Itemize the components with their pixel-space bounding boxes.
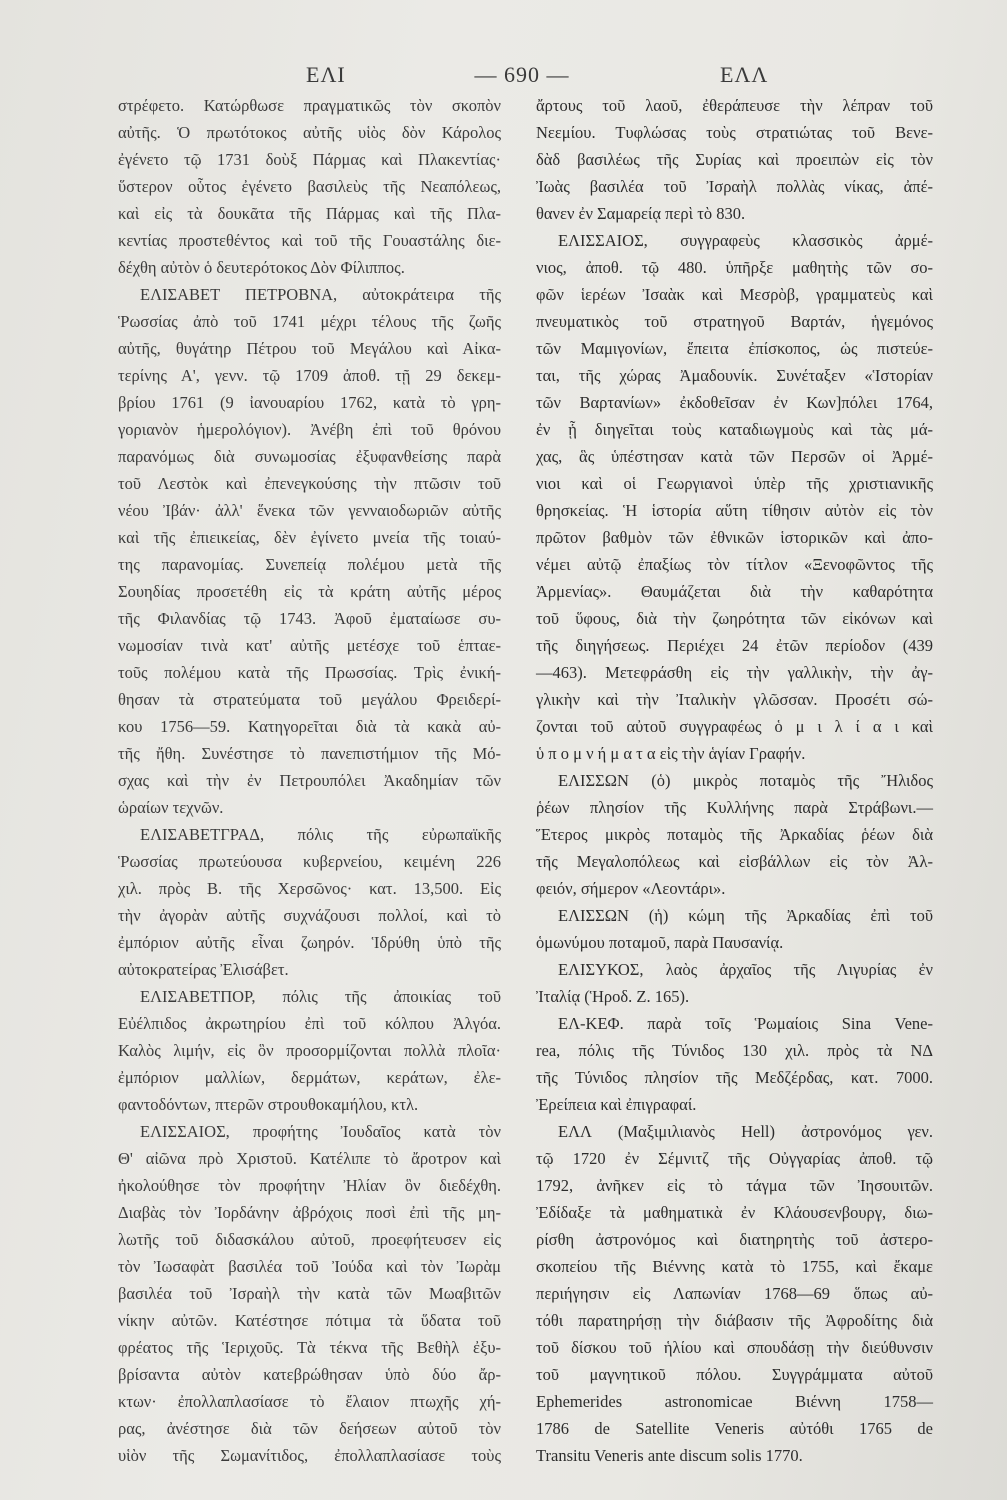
text-line: ὁμωνύμου ποταμοῦ, παρὰ Παυσανίᾳ. xyxy=(536,933,784,952)
continued-entry-text xyxy=(118,92,501,281)
entry-headline: ΕΛΙΣΑΒΕΤΓΡΑΔ, πόλις τῆς εὐρωπαϊκῆς xyxy=(140,825,501,844)
entry-headline: ΕΛ-ΚΕΦ. παρὰ τοῖς Ῥωμαίοις Sina Vene- xyxy=(558,1014,933,1033)
text-line: τοῦ Λεστὸκ καὶ ἐπενεγκούσης τὴν πτῶσιν τοῦ xyxy=(118,474,501,493)
text-line: νωμοσίαν τινὰ κατ' αὐτῆς μετέσχε τοῦ ἑπταε- xyxy=(118,636,501,655)
text-line: τὴν ἀγορὰν αὐτῆς συχνάζουσι πολλοί, καὶ τὸ xyxy=(118,906,501,925)
text-line: νίκην αὐτῶν. Κατέστησε πότιμα τὰ ὕδατα τοῦ xyxy=(118,1311,501,1330)
text-line: γοριανὸν ἡμερολόγιον). Ἀνέβη ἐπὶ τοῦ θρόνου xyxy=(118,420,501,439)
column-right xyxy=(536,92,933,1469)
text-line: ρίσθη ἀστρονόμος καὶ διατηρητὴς τοῦ ἀστερο- xyxy=(536,1230,933,1249)
text-line: Διαβὰς τὸν Ἰορδάνην ἀβρόχοις ποσὶ ἐπὶ τῆς μη- xyxy=(118,1203,501,1222)
text-line: θησαν τὰ στρατεύματα τοῦ μεγάλου Φρειδερί- xyxy=(118,690,501,709)
text-line: τοῦ ὕφους, διὰ τὴν ζωηρότητα τῶν εἰκόνων καὶ xyxy=(536,609,933,628)
text-line: φρέατος τῆς Ἱεριχοῦς. Τὰ τέκνα τῆς Βεθὴλ ἐξυ- xyxy=(118,1338,501,1357)
text-line: καὶ εἰς τὰ δουκᾶτα τῆς Πάρμας καὶ τῆς Πλα- xyxy=(118,204,501,223)
text-line: Ἰωὰς βασιλέα τοῦ Ἰσραὴλ πολλὰς νίκας, ἀπέ- xyxy=(536,177,933,196)
entry-headline: ΕΛΙΣΑΒΕΤΠΟΡ, πόλις τῆς ἀποικίας τοῦ xyxy=(140,987,501,1006)
running-head-right: ΕΛΛ xyxy=(720,62,769,87)
text-line: νιοι καὶ οἱ Γεωργιανοὶ ὑπὲρ τῆς χριστιανικῆς xyxy=(536,474,933,493)
text-line: ῥέων πλησίον τῆς Κυλλήνης παρὰ Στράβωνι.— xyxy=(536,798,933,817)
text-line: τὸν Ἰωσαφὰτ βασιλέα τοῦ Ἰούδα καὶ τὸν Ἰωρὰμ xyxy=(118,1257,501,1276)
text-line: τῆς ἤθη. Συνέστησε τὸ πανεπιστήμιον τῆς Μό- xyxy=(118,744,501,763)
text-line: τῆς Τύνιδος πλησίον τῆς Μεδζέρδας, κατ. 7000. xyxy=(536,1068,933,1087)
text-line: ὕστερον οὗτος ἐγένετο βασιλεὺς τῆς Νεαπόλεως, xyxy=(118,177,501,196)
entry-headline: ΕΛΛ (Μαξιμιλιανὸς Hell) ἀστρονόμος γεν. xyxy=(558,1122,933,1141)
entry-headline: ΕΛΙΣΑΒΕΤ ΠΕΤΡΟΒΝΑ, αὐτοκράτειρα τῆς xyxy=(140,285,501,304)
text-line: ἐμπόριον αὐτῆς εἶναι ζωηρόν. Ἱδρύθη ὑπὸ τῆς xyxy=(118,933,501,952)
text-line: σχας καὶ τὴν ἐν Πετρουπόλει Ἀκαδημίαν τῶν xyxy=(118,771,501,790)
text-line: τῆς Φιλανδίας τῷ 1743. Ἀφοῦ ἐματαίωσε συ- xyxy=(118,609,501,628)
text-line: κτων· ἐπολλαπλασίασε τὸ ἔλαιον πτωχῆς χή- xyxy=(118,1392,501,1411)
text-line: της παρανομίας. Συνεπείᾳ πολέμου μετὰ τῆς xyxy=(118,555,501,574)
text-line: ἐν ᾗ διηγεῖται τοὺς καταδιωγμοὺς καὶ τὰς μά- xyxy=(536,420,933,439)
text-line: Ἰταλίᾳ (Ἡροδ. Ζ. 165). xyxy=(536,987,690,1006)
page-number: — 690 — xyxy=(474,62,570,87)
text-line: λωτῆς τοῦ διδασκάλου αὐτοῦ, προεφήτευσεν εἰς xyxy=(118,1230,501,1249)
text-line: τοῦ μαγνητικοῦ πόλου. Συγγράμματα αὐτοῦ xyxy=(536,1365,933,1384)
text-line: νέμει αὐτῷ ἐπαξίως τὸν τίτλον «Ξενοφῶντος τῆς xyxy=(536,555,933,574)
text-line: —463). Μετεφράσθη εἰς τὴν γαλλικὴν, τὴν ἀγ- xyxy=(536,663,933,682)
text-line: 1792, ἀνῆκεν εἰς τὸ τάγμα τῶν Ἰησουιτῶν. xyxy=(536,1176,933,1195)
text-line: φαντοδόντων, πτερῶν στρουθοκαμήλου, κτλ. xyxy=(118,1095,419,1114)
text-line: φειόν, σήμερον «Λεοντάρι». xyxy=(536,879,726,898)
dictionary-entry xyxy=(118,1118,501,1469)
text-line: βρίου 1761 (9 ἰανουαρίου 1762, κατὰ τὸ γρη- xyxy=(118,393,501,412)
text-line: αὐτῆς. Ὁ πρωτότοκος αὐτῆς υἱὸς δὸν Κάρολος xyxy=(118,123,501,142)
entry-headline: ΕΛΙΣΣΩΝ (ὁ) μικρὸς ποταμὸς τῆς Ἤλιδος xyxy=(558,771,933,790)
text-line: ὑ π ο μ ν ή μ α τ α εἰς τὴν ἁγίαν Γραφήν. xyxy=(536,744,806,763)
dictionary-entry xyxy=(536,767,933,902)
text-line: Ἕτερος μικρὸς ποταμὸς τῆς Ἀρκαδίας ῥέων διὰ xyxy=(536,825,933,844)
text-line: 1786 de Satellite Veneris αὐτόθι 1765 de xyxy=(536,1419,933,1438)
text-line: χας, ἃς ὑπέστησαν κατὰ τῶν Περσῶν οἱ Ἀρμέ- xyxy=(536,447,933,466)
entry-headline: ΕΛΙΣΣΑΙΟΣ, προφήτης Ἰουδαῖος κατὰ τὸν xyxy=(140,1122,501,1141)
text-line: πνευματικὸς τοῦ στρατηγοῦ Βαρτάν, ἡγεμόνος xyxy=(536,312,933,331)
text-line: καὶ τῆς ἐπιεικείας, δὲν ἐγίνετο μνεία τῆς τοιαύ- xyxy=(118,528,501,547)
text-line: Ἐρείπεια καὶ ἐπιγραφαί. xyxy=(536,1095,697,1114)
entry-headline: ΕΛΙΣΣΩΝ (ἡ) κώμη τῆς Ἀρκαδίας ἐπὶ τοῦ xyxy=(558,906,933,925)
text-line: Σουηδίας προσετέθη εἰς τὰ κράτη αὐτῆς μέρος xyxy=(118,582,501,601)
text-line: στρέφετο. Κατώρθωσε πραγματικῶς τὸν σκοπὸν xyxy=(118,96,501,115)
dictionary-entry xyxy=(118,281,501,821)
text-line: τῷ 1720 ἐν Σέμνιτζ τῆς Οὐγγαρίας ἀποθ. τῷ xyxy=(536,1149,933,1168)
text-line: δὰδ βασιλέως τῆς Συρίας καὶ προειπὼν εἰς τὸν xyxy=(536,150,933,169)
text-line: τῆς διηγήσεως. Περιέχει 24 ἐτῶν περίοδον (439 xyxy=(536,636,933,655)
text-line: νιος, ἀποθ. τῷ 480. ὑπῆρξε μαθητὴς τῶν σο- xyxy=(536,258,933,277)
text-line: τῆς Μεγαλοπόλεως καὶ εἰσβάλλων εἰς τὸν Ἀλ- xyxy=(536,852,933,871)
column-left xyxy=(118,92,501,1469)
dictionary-entry xyxy=(536,1118,933,1469)
text-line: θρησκείας. Ἡ ἱστορία αὕτη τίθησιν αὐτὸν εἰς τὸν xyxy=(536,501,933,520)
text-line: περιήγησιν εἰς Λαπωνίαν 1768—69 ὅπως αὐ- xyxy=(536,1284,933,1303)
dictionary-entry xyxy=(536,956,933,1010)
text-line: ζονται τοῦ αὐτοῦ συγγραφέως ὁ μ ι λ ί α ι καὶ xyxy=(536,717,933,736)
text-line: ται, τῆς χώρας Ἀμαδουνίκ. Συνέταξεν «Ἱστορίαν xyxy=(536,366,933,385)
text-line: βασιλέα τοῦ Ἰσραὴλ τὴν κατὰ τῶν Μωαβιτῶν xyxy=(118,1284,501,1303)
text-line: ὡραίων τεχνῶν. xyxy=(118,798,224,817)
text-line: τόθι παρατηρήσῃ τὴν διάβασιν τῆς Ἀφροδίτης διὰ xyxy=(536,1311,933,1330)
text-line: αὐτῆς, θυγάτηρ Πέτρου τοῦ Μεγάλου καὶ Αἰκα- xyxy=(118,339,501,358)
text-line: Εὐέλπιδος ἀκρωτηρίου ἐπὶ τοῦ κόλπου Ἀλγόα. xyxy=(118,1014,501,1033)
text-line: θανεν ἐν Σαμαρείᾳ περὶ τὸ 830. xyxy=(536,204,746,223)
text-line: υἱὸν τῆς Σωμανίτιδος, ἐπολλαπλασίασε τοὺς xyxy=(118,1446,501,1465)
text-line: Ῥωσσίας πρωτεύουσα κυβερνείου, κειμένη 226 xyxy=(118,852,501,871)
text-line: πρῶτον βαθμὸν τῶν ἐθνικῶν ἱστορικῶν καὶ ἀπο- xyxy=(536,528,933,547)
text-line: γλικὴν καὶ τὴν Ἰταλικὴν γλῶσσαν. Προσέτι σώ- xyxy=(536,690,933,709)
text-line: φῶν ἱερέων Ἰσαὰκ καὶ Μεσρὸβ, γραμματεὺς καὶ xyxy=(536,285,933,304)
text-line: βρίσαντα αὐτὸν κατεβρώθησαν ὑπὸ δύο ἄρ- xyxy=(118,1365,501,1384)
text-line: Νεεμίου. Τυφλώσας τοὺς στρατιώτας τοῦ Βενε- xyxy=(536,123,933,142)
entry-headline: ΕΛΙΣΣΑΙΟΣ, συγγραφεὺς κλασσικὸς ἀρμέ- xyxy=(558,231,933,250)
dictionary-entry xyxy=(118,983,501,1118)
text-line: δέχθη αὐτὸν ὁ δευτερότοκος Δὸν Φίλιππος. xyxy=(118,258,405,277)
dictionary-entry xyxy=(536,902,933,956)
text-line: ἠκολούθησε τὸν προφήτην Ἠλίαν ὃν διεδέχθη. xyxy=(118,1176,501,1195)
text-line: αὐτοκρατείρας Ἐλισάβετ. xyxy=(118,960,289,979)
text-line: νέου Ἰβάν· ἀλλ' ἕνεκα τῶν γενναιοδωριῶν αὐτῆς xyxy=(118,501,501,520)
text-line: τῶν Μαμιγονίων, ἔπειτα ἐπίσκοπος, ὡς πιστεύε- xyxy=(536,339,933,358)
entry-headline: ΕΛΙΣΥΚΟΣ, λαὸς ἀρχαῖος τῆς Λιγυρίας ἐν xyxy=(558,960,933,979)
text-line: ἐγένετο τῷ 1731 δοὺξ Πάρμας καὶ Πλακεντίας· xyxy=(118,150,501,169)
dictionary-entry xyxy=(118,821,501,983)
dictionary-entry xyxy=(536,1010,933,1118)
text-line: Ῥωσσίας ἀπὸ τοῦ 1741 μέχρι τέλους τῆς ζωῆς xyxy=(118,312,501,331)
continued-entry-text xyxy=(536,92,933,227)
text-line: ἐμπόριον μαλλίων, δερμάτων, κεράτων, ἐλε- xyxy=(118,1068,501,1087)
text-line: σκοπείου τῆς Βιέννης κατὰ τὸ 1755, καὶ ἔκαμε xyxy=(536,1257,933,1276)
text-line: ἄρτους τοῦ λαοῦ, ἐθεράπευσε τὴν λέπραν τοῦ xyxy=(536,96,933,115)
text-line: Ἀρμενίας». Θαυμάζεται διὰ τὴν καθαρότητα xyxy=(536,582,933,601)
text-line: κου 1756—59. Κατηγορεῖται διὰ τὰ κακὰ αὐ- xyxy=(118,717,501,736)
text-line: παρανόμως διὰ συνωμοσίας ἐξυφανθείσης παρὰ xyxy=(118,447,501,466)
text-line: Transitu Veneris ante discum solis 1770. xyxy=(536,1446,803,1465)
text-line: τερίνης Α', γενν. τῷ 1709 ἀποθ. τῇ 29 δεκεμ- xyxy=(118,366,501,385)
text-line: χιλ. πρὸς Β. τῆς Χερσῶνος· κατ. 13,500. Εἰς xyxy=(118,879,501,898)
text-line: Ephemerides astronomicae Βιέννη 1758— xyxy=(536,1392,933,1411)
text-line: τοῦς πολέμου κατὰ τῆς Πρωσσίας. Τρὶς ἐνική- xyxy=(118,663,501,682)
text-line: τῶν Βαρτανίων» ἐκδοθεῖσαν ἐν Κων]πόλει 1764, xyxy=(536,393,933,412)
text-line: τοῦ δίσκου τοῦ ἡλίου καὶ σπουδάσῃ τὴν διεύθυνσιν xyxy=(536,1338,933,1357)
text-line: ρας, ἀνέστησε διὰ τῶν δεήσεων αὐτοῦ τὸν xyxy=(118,1419,501,1438)
text-line: Θ' αἰῶνα πρὸ Χριστοῦ. Κατέλιπε τὸ ἄροτρον καὶ xyxy=(118,1149,501,1168)
text-line: Ἐδίδαξε τὰ μαθηματικὰ ἐν Κλάουσενβουργ, διω- xyxy=(536,1203,933,1222)
text-line: Καλὸς λιμήν, εἰς ὃν προσορμίζονται πολλὰ πλοῖα· xyxy=(118,1041,501,1060)
running-head-left: ΕΛΙ xyxy=(306,62,346,87)
dictionary-entry xyxy=(536,227,933,767)
text-line: rea, πόλις τῆς Τύνιδος 130 χιλ. πρὸς τὰ ΝΔ xyxy=(536,1041,933,1060)
text-line: κεντίας προστεθέντος καὶ τοῦ τῆς Γουαστάλης διε- xyxy=(118,231,501,250)
